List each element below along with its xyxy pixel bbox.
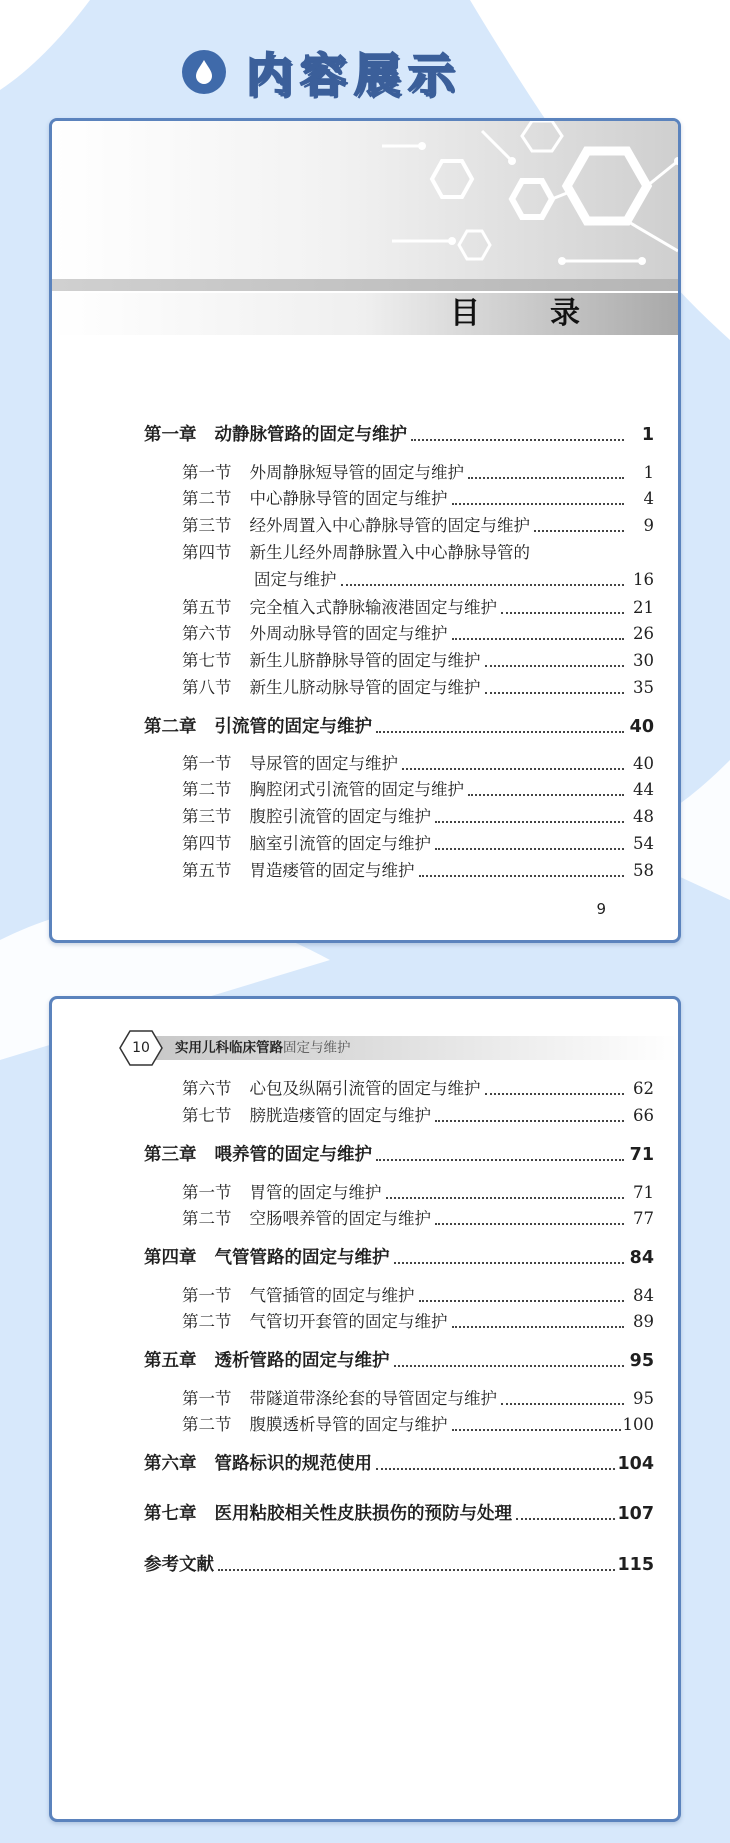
hexagon-network-icon — [382, 121, 678, 291]
toc-page: 58 — [633, 861, 654, 880]
toc-title-text: 气管切开套管的固定与维护 — [249, 1312, 448, 1331]
leader-dots — [411, 439, 624, 441]
toc-page: 26 — [633, 624, 654, 643]
leader-dots — [386, 1197, 625, 1199]
toc-number: 第三节 — [182, 807, 232, 826]
toc-number: 第五节 — [182, 861, 232, 880]
leader-dots — [376, 731, 624, 733]
toc-title-text: 空肠喂养管的固定与维护 — [249, 1209, 431, 1228]
toc-number: 第一节 — [182, 463, 232, 482]
leader-dots — [394, 1262, 625, 1264]
toc-page: 1 — [643, 463, 654, 482]
toc-title-text: 新生儿脐动脉导管的固定与维护 — [249, 678, 481, 697]
toc-page: 48 — [633, 807, 654, 826]
toc-chapter-row — [144, 1454, 654, 1474]
leader-dots — [516, 1518, 615, 1520]
toc-page: 77 — [633, 1209, 654, 1228]
toc-number: 第四节 — [182, 834, 232, 853]
toc-title-text: 新生儿经外周静脉置入中心静脉导管的 — [249, 543, 530, 562]
leader-dots — [394, 1365, 625, 1367]
toc-section-row — [182, 1209, 654, 1229]
running-header-page: 10 — [132, 1040, 150, 1056]
leader-dots — [485, 665, 625, 667]
toc-section-row — [182, 598, 654, 618]
toc-page: 35 — [633, 678, 654, 697]
toc-title-text: 带隧道带涤纶套的导管固定与维护 — [249, 1389, 497, 1408]
toc-number: 第三章 — [144, 1145, 197, 1165]
toc-page: 84 — [629, 1248, 654, 1268]
toc-page: 54 — [633, 834, 654, 853]
toc-page-9 — [49, 118, 681, 943]
toc-title-text: 新生儿脐静脉导管的固定与维护 — [249, 651, 481, 670]
toc-number: 第七章 — [144, 1504, 197, 1524]
toc-section-row — [182, 861, 654, 881]
toc-page: 95 — [633, 1389, 654, 1408]
toc-page: 89 — [633, 1312, 654, 1331]
leader-dots — [501, 612, 624, 614]
leader-dots — [452, 1429, 621, 1431]
toc-section-row — [182, 1312, 654, 1332]
toc-number: 第二章 — [144, 717, 197, 737]
leader-dots — [435, 821, 624, 823]
toc-number: 第七节 — [182, 1106, 232, 1125]
toc-number: 第六章 — [144, 1454, 197, 1474]
toc-title-text: 喂养管的固定与维护 — [214, 1145, 372, 1165]
toc-title-text: 胸腔闭式引流管的固定与维护 — [249, 780, 464, 799]
toc-section-row — [182, 1286, 654, 1306]
toc-page: 100 — [622, 1415, 654, 1434]
leader-dots — [376, 1159, 624, 1161]
toc-number: 第二节 — [182, 780, 232, 799]
toc-chapter-row — [144, 1555, 654, 1575]
toc-section-row — [182, 1183, 654, 1203]
leader-dots — [452, 1326, 625, 1328]
toc-number: 第二节 — [182, 1415, 232, 1434]
toc-title-text: 胃管的固定与维护 — [249, 1183, 382, 1202]
page-number: 9 — [596, 900, 606, 918]
leader-dots — [341, 584, 625, 586]
leader-dots — [468, 794, 624, 796]
toc-section-row — [182, 1106, 654, 1126]
toc-title-text: 膀胱造瘘管的固定与维护 — [249, 1106, 431, 1125]
toc-title-text: 腹腔引流管的固定与维护 — [249, 807, 431, 826]
toc-section-row — [182, 624, 654, 644]
leader-dots — [376, 1468, 615, 1470]
toc-title-text: 参考文献 — [144, 1555, 214, 1575]
toc-title-text: 管路标识的规范使用 — [214, 1454, 372, 1474]
leader-dots — [435, 1223, 624, 1225]
toc-page: 1 — [641, 425, 654, 445]
toc-page: 66 — [633, 1106, 654, 1125]
running-header — [118, 1029, 678, 1065]
droplet-icon — [182, 50, 226, 94]
toc-number: 第六节 — [182, 1079, 232, 1098]
toc-number: 第一章 — [144, 425, 197, 445]
leader-dots — [452, 638, 625, 640]
toc-number: 第五章 — [144, 1351, 197, 1371]
toc-chapter-row — [144, 425, 654, 445]
toc-section-row — [182, 834, 654, 854]
toc-number: 第二节 — [182, 489, 232, 508]
toc-section-row — [182, 651, 654, 671]
toc-title: 目 录 — [450, 296, 600, 331]
leader-dots — [419, 1300, 625, 1302]
leader-dots — [468, 477, 624, 479]
toc-number: 第八节 — [182, 678, 232, 697]
leader-dots — [501, 1403, 624, 1405]
toc-title-text: 经外周置入中心静脉导管的固定与维护 — [249, 516, 530, 535]
leader-dots — [419, 875, 625, 877]
toc-number: 第二节 — [182, 1312, 232, 1331]
toc-number: 第三节 — [182, 516, 232, 535]
toc-section-row — [254, 570, 654, 590]
toc-page: 44 — [633, 780, 654, 799]
section-title: 内容展示 — [246, 48, 462, 102]
toc-number: 第一节 — [182, 754, 232, 773]
toc-page: 9 — [643, 516, 654, 535]
leader-dots — [402, 768, 624, 770]
toc-title-text: 腹膜透析导管的固定与维护 — [249, 1415, 448, 1434]
leader-dots — [485, 1093, 625, 1095]
toc-page: 62 — [633, 1079, 654, 1098]
toc-number: 第一节 — [182, 1389, 232, 1408]
toc-title-text: 外周静脉短导管的固定与维护 — [249, 463, 464, 482]
toc-title-text: 引流管的固定与维护 — [214, 717, 372, 737]
toc-section-row — [182, 543, 654, 563]
toc-page: 4 — [643, 489, 654, 508]
toc-title-text: 外周动脉导管的固定与维护 — [249, 624, 448, 643]
toc-title-text: 完全植入式静脉输液港固定与维护 — [249, 598, 497, 617]
toc-section-row — [182, 678, 654, 698]
toc-page: 40 — [633, 754, 654, 773]
toc-section-row — [182, 1079, 654, 1099]
toc-chapter-row — [144, 1351, 654, 1371]
toc-title-text: 中心静脉导管的固定与维护 — [249, 489, 448, 508]
toc-title-text: 胃造瘘管的固定与维护 — [249, 861, 415, 880]
leader-dots — [534, 530, 624, 532]
toc-title-text: 气管插管的固定与维护 — [249, 1286, 415, 1305]
toc-number: 第一节 — [182, 1183, 232, 1202]
toc-section-row — [182, 807, 654, 827]
toc-page: 71 — [629, 1145, 654, 1165]
toc-page: 40 — [629, 717, 654, 737]
toc-title-text: 医用粘胶相关性皮肤损伤的预防与处理 — [214, 1504, 512, 1524]
toc-chapter-row — [144, 1248, 654, 1268]
toc-title-text: 固定与维护 — [254, 570, 337, 589]
leader-dots — [452, 503, 625, 505]
toc-page-10 — [49, 996, 681, 1822]
toc-section-row — [182, 1389, 654, 1409]
toc-section-row — [182, 780, 654, 800]
toc-section-row — [182, 754, 654, 774]
section-header — [182, 40, 462, 104]
toc-section-row — [182, 1415, 654, 1435]
toc-page: 16 — [633, 570, 654, 589]
toc-page: 104 — [617, 1454, 654, 1474]
toc-title-text: 动静脉管路的固定与维护 — [214, 425, 407, 445]
toc-page: 71 — [633, 1183, 654, 1202]
leader-dots — [435, 848, 624, 850]
running-header-title: 实用儿科临床管路固定与维护 — [175, 1040, 351, 1056]
toc-page: 115 — [617, 1555, 654, 1575]
toc-title-text: 脑室引流管的固定与维护 — [249, 834, 431, 853]
toc-chapter-row — [144, 1504, 654, 1524]
toc-page: 95 — [629, 1351, 654, 1371]
toc-number: 第二节 — [182, 1209, 232, 1228]
leader-dots — [435, 1120, 624, 1122]
toc-section-row — [182, 516, 654, 536]
toc-number: 第四节 — [182, 543, 232, 562]
leader-dots — [218, 1569, 615, 1571]
toc-page: 21 — [633, 598, 654, 617]
toc-number: 第五节 — [182, 598, 232, 617]
toc-title-text: 气管管路的固定与维护 — [214, 1248, 390, 1268]
toc-page: 30 — [633, 651, 654, 670]
toc-page: 84 — [633, 1286, 654, 1305]
toc-section-row — [182, 463, 654, 483]
toc-number: 第六节 — [182, 624, 232, 643]
toc-title-text: 心包及纵隔引流管的固定与维护 — [249, 1079, 481, 1098]
toc-chapter-row — [144, 717, 654, 737]
leader-dots — [485, 692, 625, 694]
toc-number: 第七节 — [182, 651, 232, 670]
toc-number: 第四章 — [144, 1248, 197, 1268]
toc-number: 第一节 — [182, 1286, 232, 1305]
toc-page: 107 — [617, 1504, 654, 1524]
toc-section-row — [182, 489, 654, 509]
toc-chapter-row — [144, 1145, 654, 1165]
toc-title-text: 导尿管的固定与维护 — [249, 754, 398, 773]
toc-banner — [52, 121, 678, 336]
toc-title-text: 透析管路的固定与维护 — [214, 1351, 390, 1371]
